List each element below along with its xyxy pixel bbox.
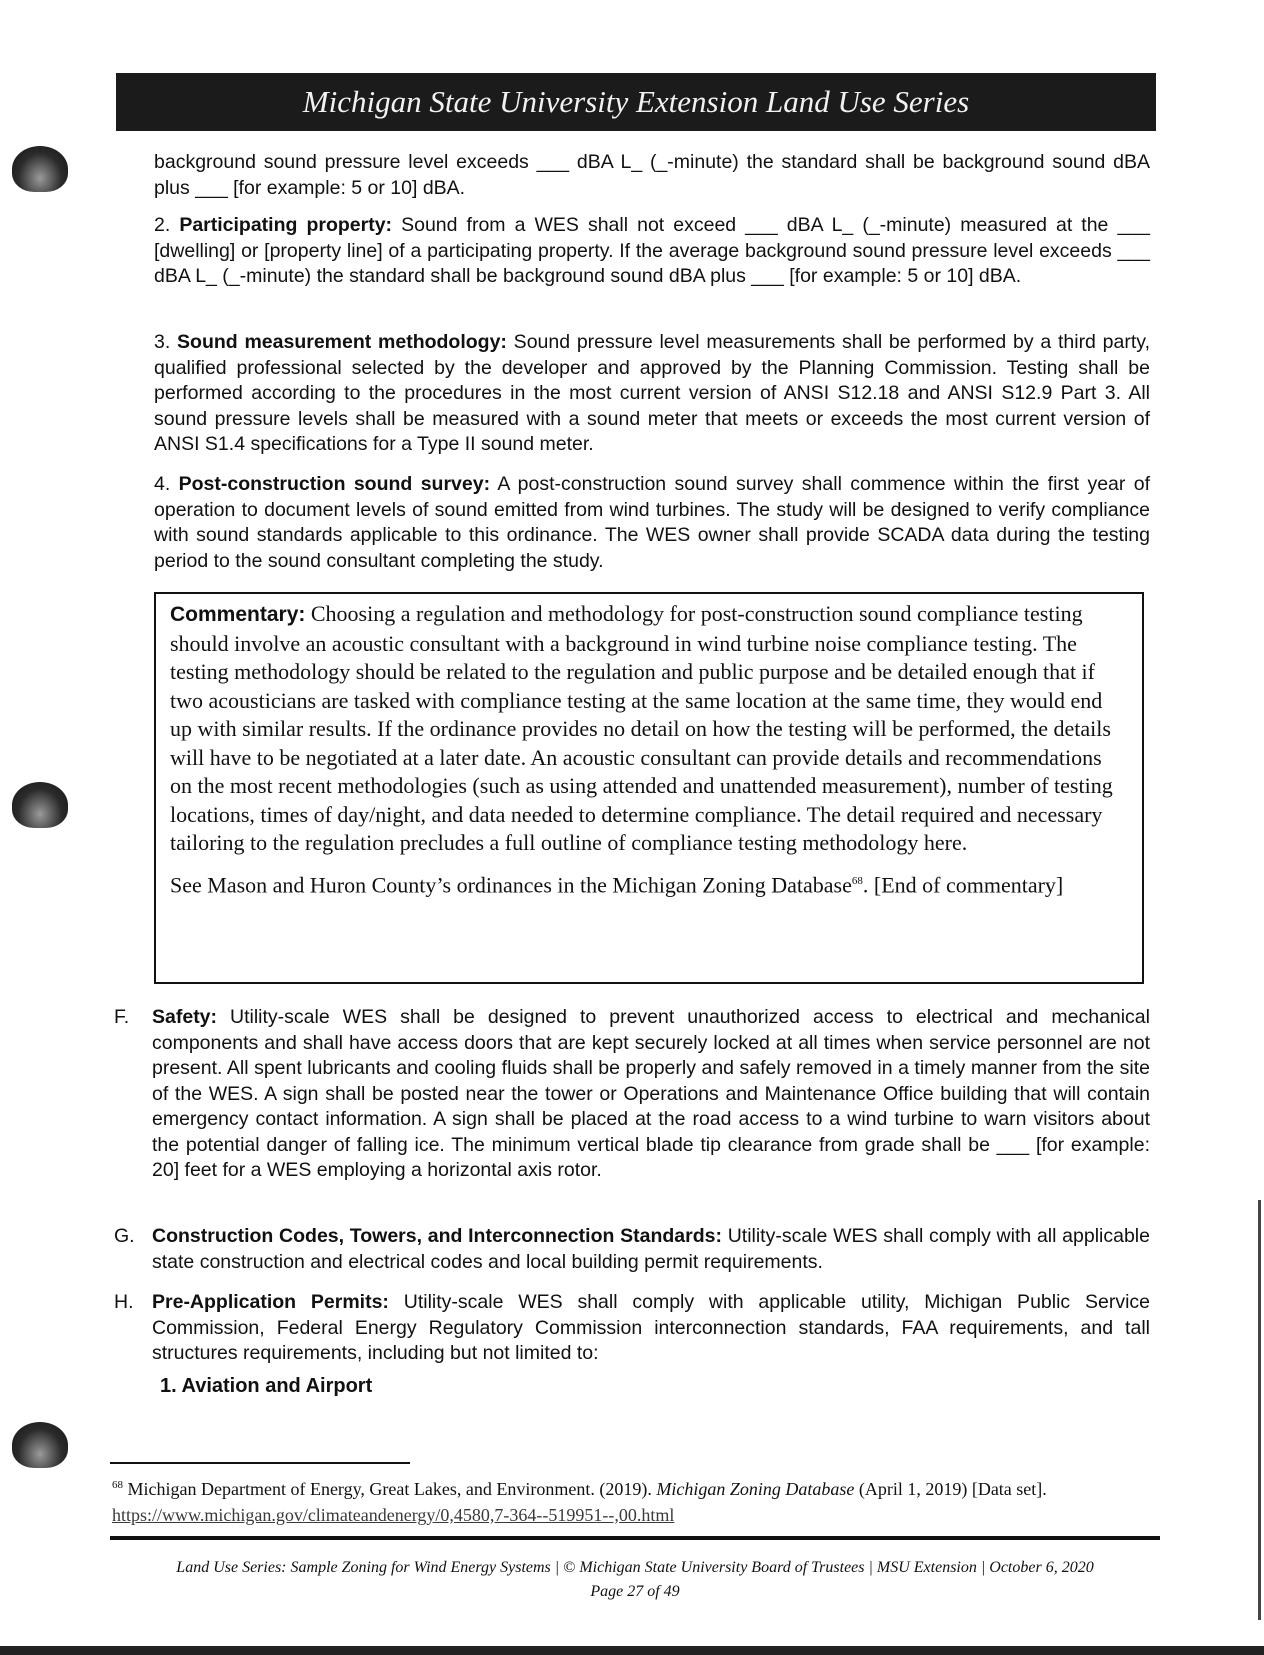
commentary-text: Choosing a regulation and methodology for post-construction sound compliance testing should involve an acoustic consultant with a background in wind turbine noise compliance testing. The testing methodology should be related to the regulation and public purpose and be detailed enough that if two acousticians are tasked with compliance testing at the same location at the same time, they would end up with similar results. If the ordinance provides no detail on how the testing will be performed, the details will have to be negotiated at a later date. An acoustic consultant can provide details and recommendations on the most recent methodologies (such as using attended and unattended measurement), number of testing locations, times of day/night, and data needed to determine compliance. The detail required and necessary tailoring to the regulation precludes a full outline of compliance testing methodology here. [170,601,1113,855]
section-text: Utility-scale WES shall be designed to prevent unauthorized access to electrical and mechanical components and shall have access doors that are kept securely locked at all times when service personnel are not present. All spent lubricants and cooling fluids shall be properly and safely removed in a timely manner from the site of the WES. A sign shall be posted near the tower or Operations and Maintenance Office building that will contain emergency contact information. A sign shall be placed at the road access to a wind turbine to warn visitors about the potential danger of falling ice. The minimum vertical blade tip clearance from grade shall be ___ [for example: 20] feet for a WES employing a horizontal axis rotor. [152,1006,1150,1181]
footnote-ref[interactable]: 68 [851,874,863,887]
item-heading: Post-construction sound survey: [178,473,491,495]
subheading-aviation: 1. Aviation and Airport [160,1375,373,1397]
item-heading: Sound measurement methodology: [177,331,507,353]
intro-paragraph: background sound pressure level exceeds ___ dBA L_ (_-minute) the standard shall be background sound dBA plus ___ [for example: 5 or 10] dBA. [154,151,1150,199]
item-text: Sound pressure level measurements shall be performed by a third party, qualified professional selected by the developer and approved by the Planning Commission. Testing shall be performed according to the procedures in the most current version of ANSI S12.18 and ANSI S12.9 Part 3. All sound pressure levels shall be measured with a sound meter that meets or exceeds the most current version of ANSI S1.4 specifications for a Type II sound meter. [154,331,1150,455]
commentary-lead: Commentary: [170,603,306,626]
see-also-text: See Mason and Huron County’s ordinances in the Michigan Zoning Database [170,871,852,897]
commentary-see-also [170,867,1128,900]
scan-edge-right [1258,1200,1261,1620]
item-number: 4. [154,473,171,495]
item-text: Sound from a WES shall not exceed ___ dBA L_ (_-minute) measured at the ___ [dwelling] or [property line] of a participating property. If the average background sound pressure level exceeds ___ dBA L_ (_-minute) the standard shall be background sound dBA plus ___ [for example: 5 or 10] dBA. [154,214,1150,287]
footer-divider [110,1536,1160,1540]
footnote-after: (April 1, 2019) [Data set]. [854,1479,1047,1499]
page-number: Page 27 of 49 [590,1583,680,1600]
footnote-divider [110,1462,410,1464]
series-banner: Michigan State University Extension Land Use Series [116,73,1156,131]
footer-citation: Land Use Series: Sample Zoning for Wind Energy Systems | © Michigan State University Board of Trustees | MSU Extension | October 6, 2020 [176,1559,1094,1576]
item-number: 2. [154,214,171,236]
item-heading: Participating property: [179,214,393,236]
item-participating-property [154,213,1150,290]
section-construction-codes [114,1224,1150,1275]
section-pre-application-permits [114,1290,1150,1367]
section-safety [114,1005,1150,1184]
footnote-title: Michigan Zoning Database [656,1479,855,1499]
section-heading: Safety: [152,1006,218,1028]
binder-hole [12,782,68,828]
scan-edge-bottom [0,1646,1264,1655]
commentary-box [154,592,1144,984]
item-post-construction-survey [154,472,1150,574]
section-heading: Construction Codes, Towers, and Interconnection Standards: [152,1225,722,1247]
binder-hole [12,146,68,192]
section-heading: Pre-Application Permits: [152,1291,389,1313]
see-also-end: . [End of commentary] [862,871,1064,897]
commentary-paragraph [170,600,1128,858]
footnote-number: 68 [112,1479,123,1491]
section-letter: G. [114,1225,135,1247]
binder-hole [12,1422,68,1468]
section-text: Utility-scale WES shall comply with applicable utility, Michigan Public Service Commission, Federal Energy Regulatory Commission interconnection standards, FAA requirements, and tall structures requirements, including but not limited to: [152,1291,1150,1364]
item-sound-measurement [154,330,1150,458]
footnote-text: Michigan Department of Energy, Great Lakes, and Environment. (2019). [123,1479,657,1499]
page-footer [110,1556,1160,1604]
footnote-link[interactable]: https://www.michigan.gov/climateandenergy/0,4580,7-364--519951--,00.html [112,1505,675,1525]
footnote [112,1472,1152,1528]
section-letter: H. [114,1291,134,1313]
section-letter: F. [114,1006,130,1028]
item-number: 3. [154,331,171,353]
section-text: Utility-scale WES shall comply with all applicable state construction and electrical codes and local building permit requirements. [152,1225,1150,1273]
item-text: A post-construction sound survey shall commence within the first year of operation to document levels of sound emitted from wind turbines. The study will be designed to verify compliance with sound standards applicable to this ordinance. The WES owner shall provide SCADA data during the testing period to the sound consultant completing the study. [154,473,1151,572]
